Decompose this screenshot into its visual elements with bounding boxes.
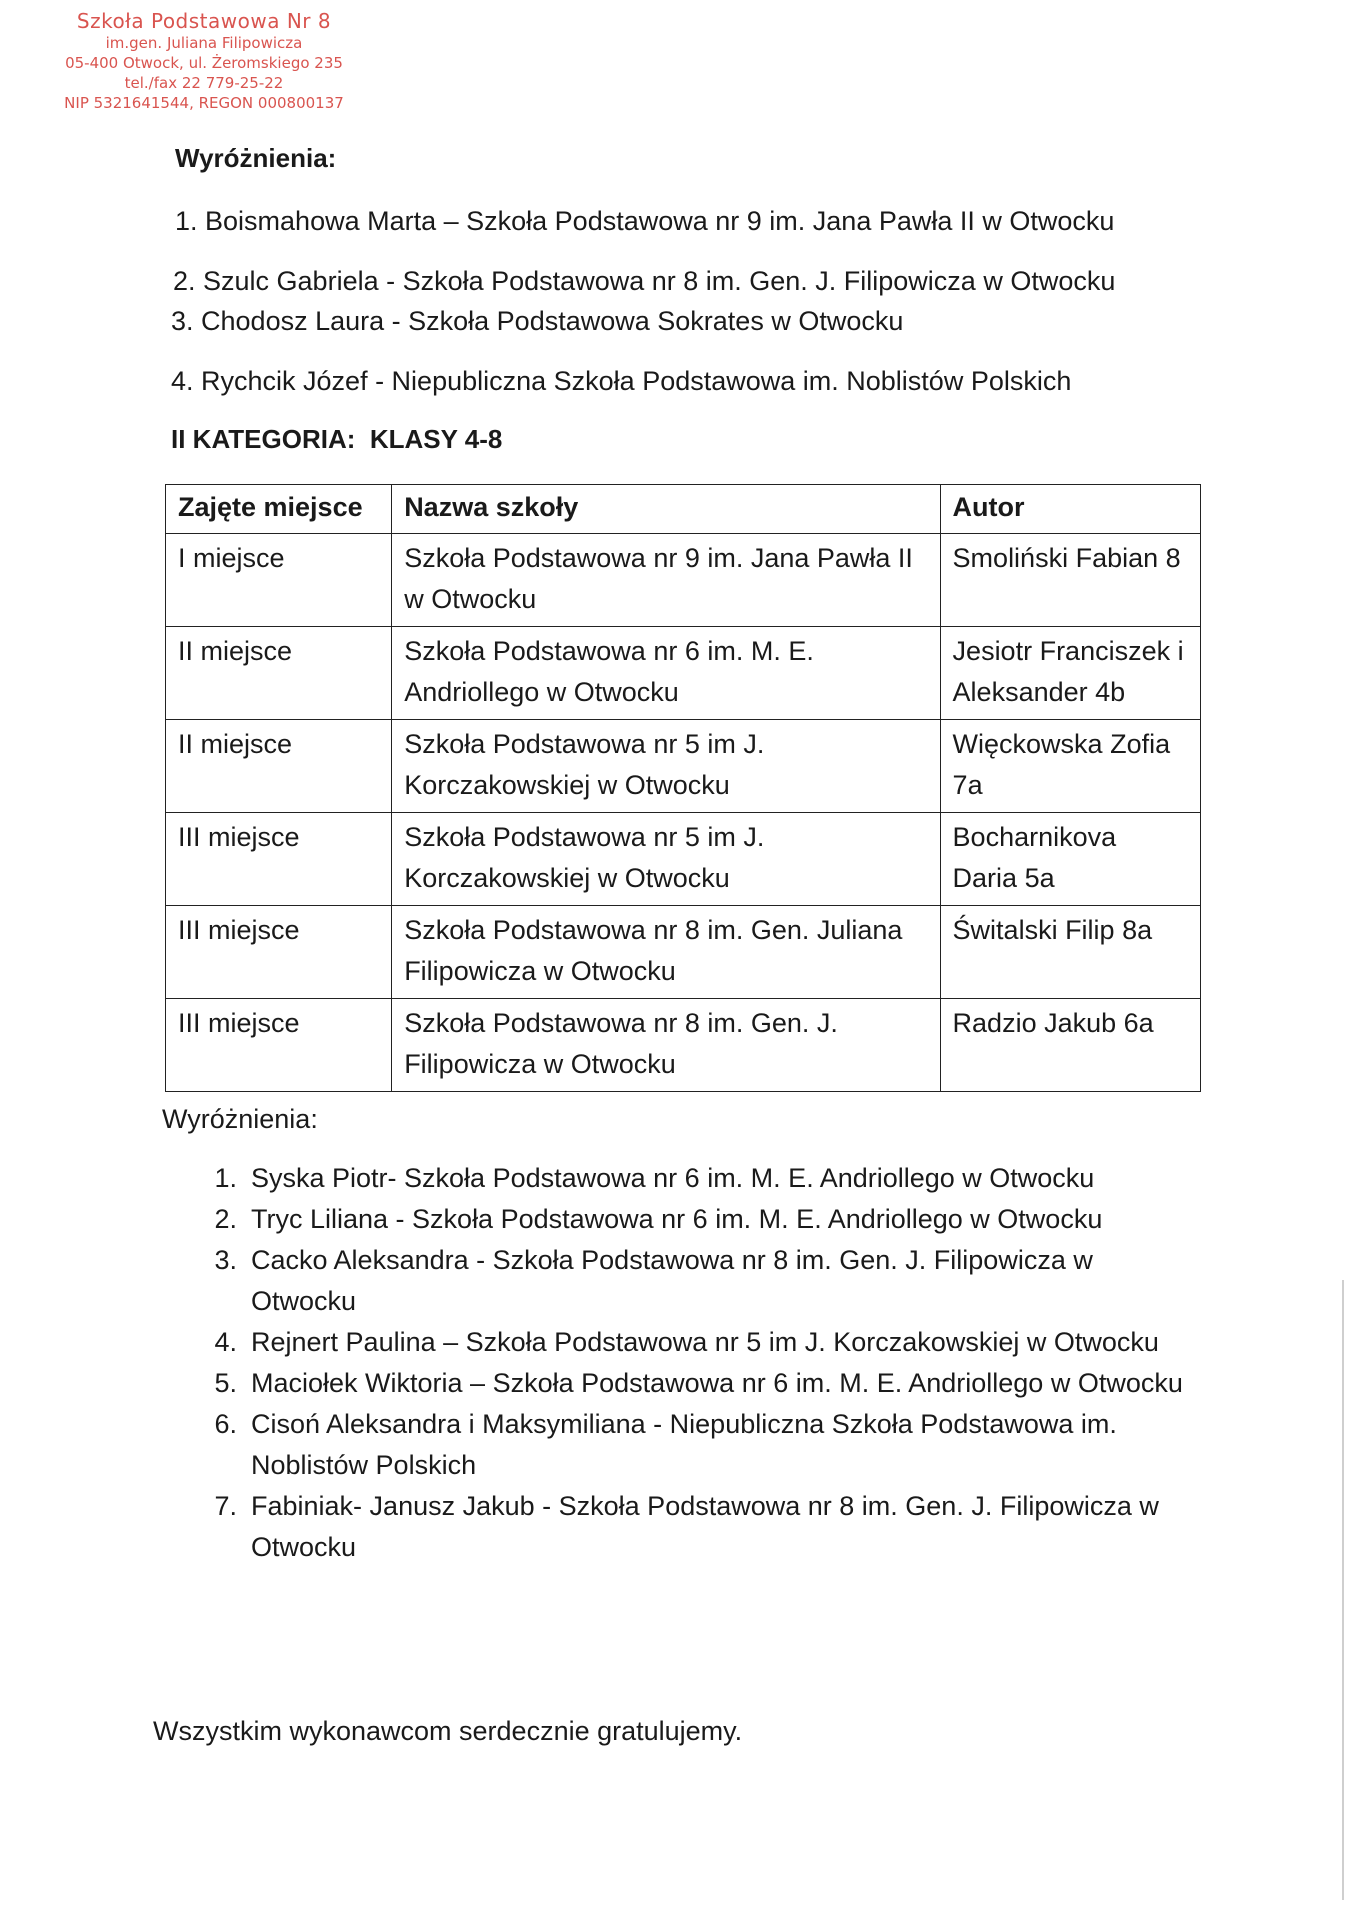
mention-item: 1. Boismahowa Marta – Szkoła Podstawowa nr 9 im. Jana Pawła II w Otwocku [175,206,1115,236]
stamp-line: NIP 5321641544, REGON 000800137 [64,93,344,112]
mention-item: 3. Chodosz Laura - Szkoła Podstawowa Sokrates w Otwocku [171,306,904,336]
item-number: 3. [214,1245,237,1275]
category-title [171,424,502,455]
stamp-line: 05-400 Otwock, ul. Żeromskiego 235 [65,54,343,73]
list-item [195,1404,1195,1486]
list-item [195,1158,1195,1199]
place-cell: II miejsce [166,720,392,813]
scan-edge-line [1342,1280,1344,1900]
school-cell: Szkoła Podstawowa nr 8 im. Gen. J. Filipowicza w Otwocku [392,999,940,1092]
list-item [195,1240,1195,1322]
author-cell: Świtalski Filip 8a [940,906,1200,999]
list-item [195,1363,1195,1404]
school-cell: Szkoła Podstawowa nr 6 im. M. E. Andriollego w Otwocku [392,627,940,720]
list-item [195,1322,1195,1363]
results-table [165,484,1201,1092]
table-row [166,906,1201,999]
closing-remark: Wszystkim wykonawcom serdecznie gratulujemy. [153,1716,743,1746]
item-number: 2. [214,1204,237,1234]
item-number: 1. [214,1163,237,1193]
item-text: Syska Piotr- Szkoła Podstawowa nr 6 im. M. E. Andriollego w Otwocku [251,1163,1095,1193]
item-number: 6. [214,1409,237,1439]
category-label: II KATEGORIA: [171,424,356,454]
item-number: 7. [214,1491,237,1521]
school-cell: Szkoła Podstawowa nr 5 im J. Korczakowskiej w Otwocku [392,813,940,906]
item-number: 5. [214,1368,237,1398]
place-cell: III miejsce [166,906,392,999]
author-cell: Więckowska Zofia 7a [940,720,1200,813]
table-row [166,534,1201,627]
mentions-list [195,1158,1195,1568]
school-cell: Szkoła Podstawowa nr 9 im. Jana Pawła II w Otwocku [392,534,940,627]
column-header-place: Zajęte miejsce [166,485,392,534]
place-cell: III miejsce [166,813,392,906]
place-cell: III miejsce [166,999,392,1092]
list-item [195,1486,1195,1568]
table-row [166,999,1201,1092]
stamp-line: im.gen. Juliana Filipowicza [105,34,303,53]
item-text: Cisoń Aleksandra i Maksymiliana - Niepubliczna Szkoła Podstawowa im. Noblistów Polskich [251,1409,1117,1480]
author-cell: Radzio Jakub 6a [940,999,1200,1092]
item-number: 4. [214,1327,237,1357]
author-cell: Bocharnikova Daria 5a [940,813,1200,906]
table-row [166,813,1201,906]
school-stamp [44,8,364,114]
category-classes: KLASY 4-8 [369,424,503,454]
author-cell: Smoliński Fabian 8 [940,534,1200,627]
column-header-author: Autor [940,485,1200,534]
honorable-mentions-heading-1: Wyróżnienia: [175,143,337,173]
stamp-line: tel./fax 22 779-25-22 [124,73,284,92]
item-text: Tryc Liliana - Szkoła Podstawowa nr 6 im. M. E. Andriollego w Otwocku [251,1204,1103,1234]
column-header-school: Nazwa szkoły [392,485,940,534]
item-text: Cacko Aleksandra - Szkoła Podstawowa nr 8 im. Gen. J. Filipowicza w Otwocku [251,1245,1093,1316]
table-row [166,627,1201,720]
place-cell: I miejsce [166,534,392,627]
place-cell: II miejsce [166,627,392,720]
item-text: Fabiniak- Janusz Jakub - Szkoła Podstawowa nr 8 im. Gen. J. Filipowicza w Otwocku [251,1491,1159,1562]
item-text: Rejnert Paulina – Szkoła Podstawowa nr 5 im J. Korczakowskiej w Otwocku [251,1327,1159,1357]
honorable-mentions-heading-2: Wyróżnienia: [162,1104,318,1134]
item-text: Maciołek Wiktoria – Szkoła Podstawowa nr 6 im. M. E. Andriollego w Otwocku [251,1368,1183,1398]
stamp-line: Szkoła Podstawowa Nr 8 [76,9,332,33]
author-cell: Jesiotr Franciszek i Aleksander 4b [940,627,1200,720]
school-cell: Szkoła Podstawowa nr 8 im. Gen. Juliana Filipowicza w Otwocku [392,906,940,999]
mention-item: 2. Szulc Gabriela - Szkoła Podstawowa nr 8 im. Gen. J. Filipowicza w Otwocku [173,266,1116,296]
table-row [166,720,1201,813]
mention-item: 4. Rychcik Józef - Niepubliczna Szkoła Podstawowa im. Noblistów Polskich [171,366,1072,396]
school-cell: Szkoła Podstawowa nr 5 im J. Korczakowskiej w Otwocku [392,720,940,813]
table-header-row [166,485,1201,534]
list-item [195,1199,1195,1240]
